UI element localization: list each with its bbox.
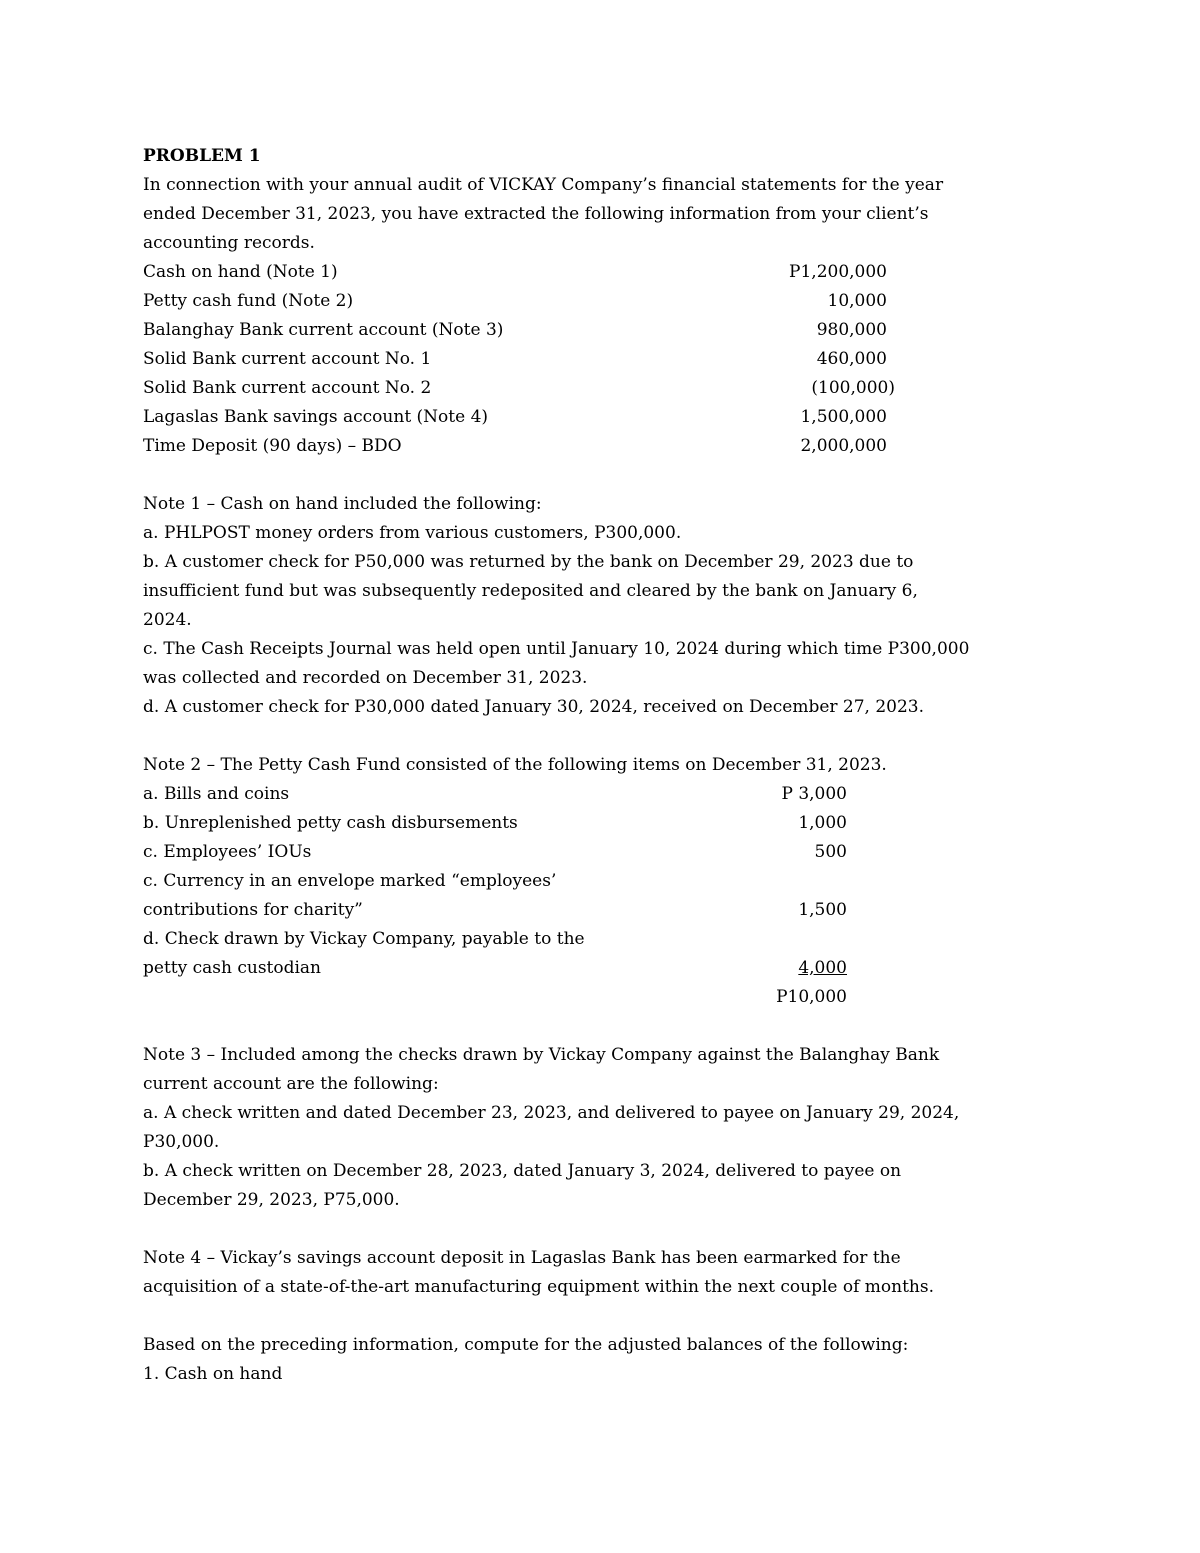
spacer <box>143 461 1023 490</box>
petty-item-row <box>143 954 1023 983</box>
note-1-line: was collected and recorded on December 31, 2023. <box>143 668 588 688</box>
note-1-line: d. A customer check for P30,000 dated January 30, 2024, received on December 27, 2023. <box>143 697 925 717</box>
cash-item-label: Balanghay Bank current account (Note 3) <box>143 320 504 340</box>
note-3-line: a. A check written and dated December 23, 2023, and delivered to payee on January 29, 2024, <box>143 1103 960 1123</box>
note-1-line: insufficient fund but was subsequently redeposited and cleared by the bank on January 6, <box>143 581 918 601</box>
petty-item-amount: 1,000 <box>798 813 847 833</box>
intro-line: In connection with your annual audit of VICKAY Company’s financial statements for the year <box>143 175 944 195</box>
intro-paragraph <box>143 171 1023 258</box>
question-prompt: Based on the preceding information, compute for the adjusted balances of the following: <box>143 1335 909 1355</box>
spacer <box>143 1215 1023 1244</box>
spacer <box>143 1302 1023 1331</box>
note-2 <box>143 751 1023 1012</box>
note-3-line: P30,000. <box>143 1132 220 1152</box>
note-2-heading: Note 2 – The Petty Cash Fund consisted of the following items on December 31, 2023. <box>143 755 887 775</box>
cash-item-amount: P1,200,000 <box>789 262 887 282</box>
cash-item-amount: 1,500,000 <box>800 407 887 427</box>
intro-line: ended December 31, 2023, you have extracted the following information from your client’s <box>143 204 929 224</box>
note-1-line: 2024. <box>143 610 192 630</box>
petty-item-label: b. Unreplenished petty cash disbursements <box>143 813 518 833</box>
petty-item-amount: 1,500 <box>798 900 847 920</box>
petty-item-row <box>143 867 1023 896</box>
note-1-line: b. A customer check for P50,000 was returned by the bank on December 29, 2023 due to <box>143 552 914 572</box>
cash-item-amount: 460,000 <box>816 349 887 369</box>
note-4 <box>143 1244 1023 1302</box>
note-3-heading: Note 3 – Included among the checks drawn by Vickay Company against the Balanghay Bank <box>143 1045 940 1065</box>
cash-item-label: Lagaslas Bank savings account (Note 4) <box>143 407 489 427</box>
cash-item-row <box>143 403 1023 432</box>
cash-items-list <box>143 258 1023 461</box>
spacer <box>143 1012 1023 1041</box>
cash-item-label: Solid Bank current account No. 2 <box>143 378 432 398</box>
petty-item-label: c. Currency in an envelope marked “employees’ <box>143 871 557 891</box>
petty-item-label: contributions for charity” <box>143 900 363 920</box>
cash-item-label: Cash on hand (Note 1) <box>143 262 338 282</box>
petty-item-amount: P 3,000 <box>781 784 847 804</box>
petty-total-amount: P10,000 <box>776 987 847 1007</box>
cash-item-label: Solid Bank current account No. 1 <box>143 349 432 369</box>
cash-item-label: Petty cash fund (Note 2) <box>143 291 354 311</box>
petty-item-amount: 4,000 <box>798 958 847 978</box>
petty-item-row <box>143 896 1023 925</box>
problem-title: PROBLEM 1 <box>143 146 261 166</box>
petty-item-row <box>143 925 1023 954</box>
cash-item-label: Time Deposit (90 days) – BDO <box>143 436 402 456</box>
petty-item-label: c. Employees’ IOUs <box>143 842 312 862</box>
petty-item-label: d. Check drawn by Vickay Company, payable to the <box>143 929 585 949</box>
cash-item-amount: (100,000) <box>811 378 895 398</box>
cash-item-row <box>143 316 1023 345</box>
note-4-line: acquisition of a state-of-the-art manufacturing equipment within the next couple of months. <box>143 1277 935 1297</box>
question <box>143 1331 1023 1389</box>
petty-item-row <box>143 780 1023 809</box>
cash-item-row <box>143 287 1023 316</box>
petty-item-amount: 500 <box>814 842 847 862</box>
note-1-line: c. The Cash Receipts Journal was held open until January 10, 2024 during which time P300,000 <box>143 639 970 659</box>
question-item: 1. Cash on hand <box>143 1364 283 1384</box>
cash-item-row <box>143 374 1023 403</box>
cash-item-amount: 980,000 <box>816 320 887 340</box>
note-3-line: b. A check written on December 28, 2023, dated January 3, 2024, delivered to payee on <box>143 1161 902 1181</box>
note-3-line: December 29, 2023, P75,000. <box>143 1190 400 1210</box>
note-1 <box>143 490 1023 722</box>
cash-item-row <box>143 345 1023 374</box>
note-3-line: current account are the following: <box>143 1074 439 1094</box>
intro-line: accounting records. <box>143 233 315 253</box>
note-1-heading: Note 1 – Cash on hand included the following: <box>143 494 542 514</box>
petty-item-label: petty cash custodian <box>143 958 322 978</box>
spacer <box>143 722 1023 751</box>
cash-item-row <box>143 432 1023 461</box>
petty-item-row <box>143 838 1023 867</box>
cash-item-amount: 2,000,000 <box>800 436 887 456</box>
petty-item-label: a. Bills and coins <box>143 784 290 804</box>
note-1-line: a. PHLPOST money orders from various customers, P300,000. <box>143 523 682 543</box>
petty-total-row <box>143 983 1023 1012</box>
cash-item-amount: 10,000 <box>827 291 887 311</box>
cash-item-row <box>143 258 1023 287</box>
note-4-heading: Note 4 – Vickay’s savings account deposit in Lagaslas Bank has been earmarked for the <box>143 1248 901 1268</box>
problem-content <box>143 142 1023 1389</box>
note-3 <box>143 1041 1023 1215</box>
petty-item-row <box>143 809 1023 838</box>
